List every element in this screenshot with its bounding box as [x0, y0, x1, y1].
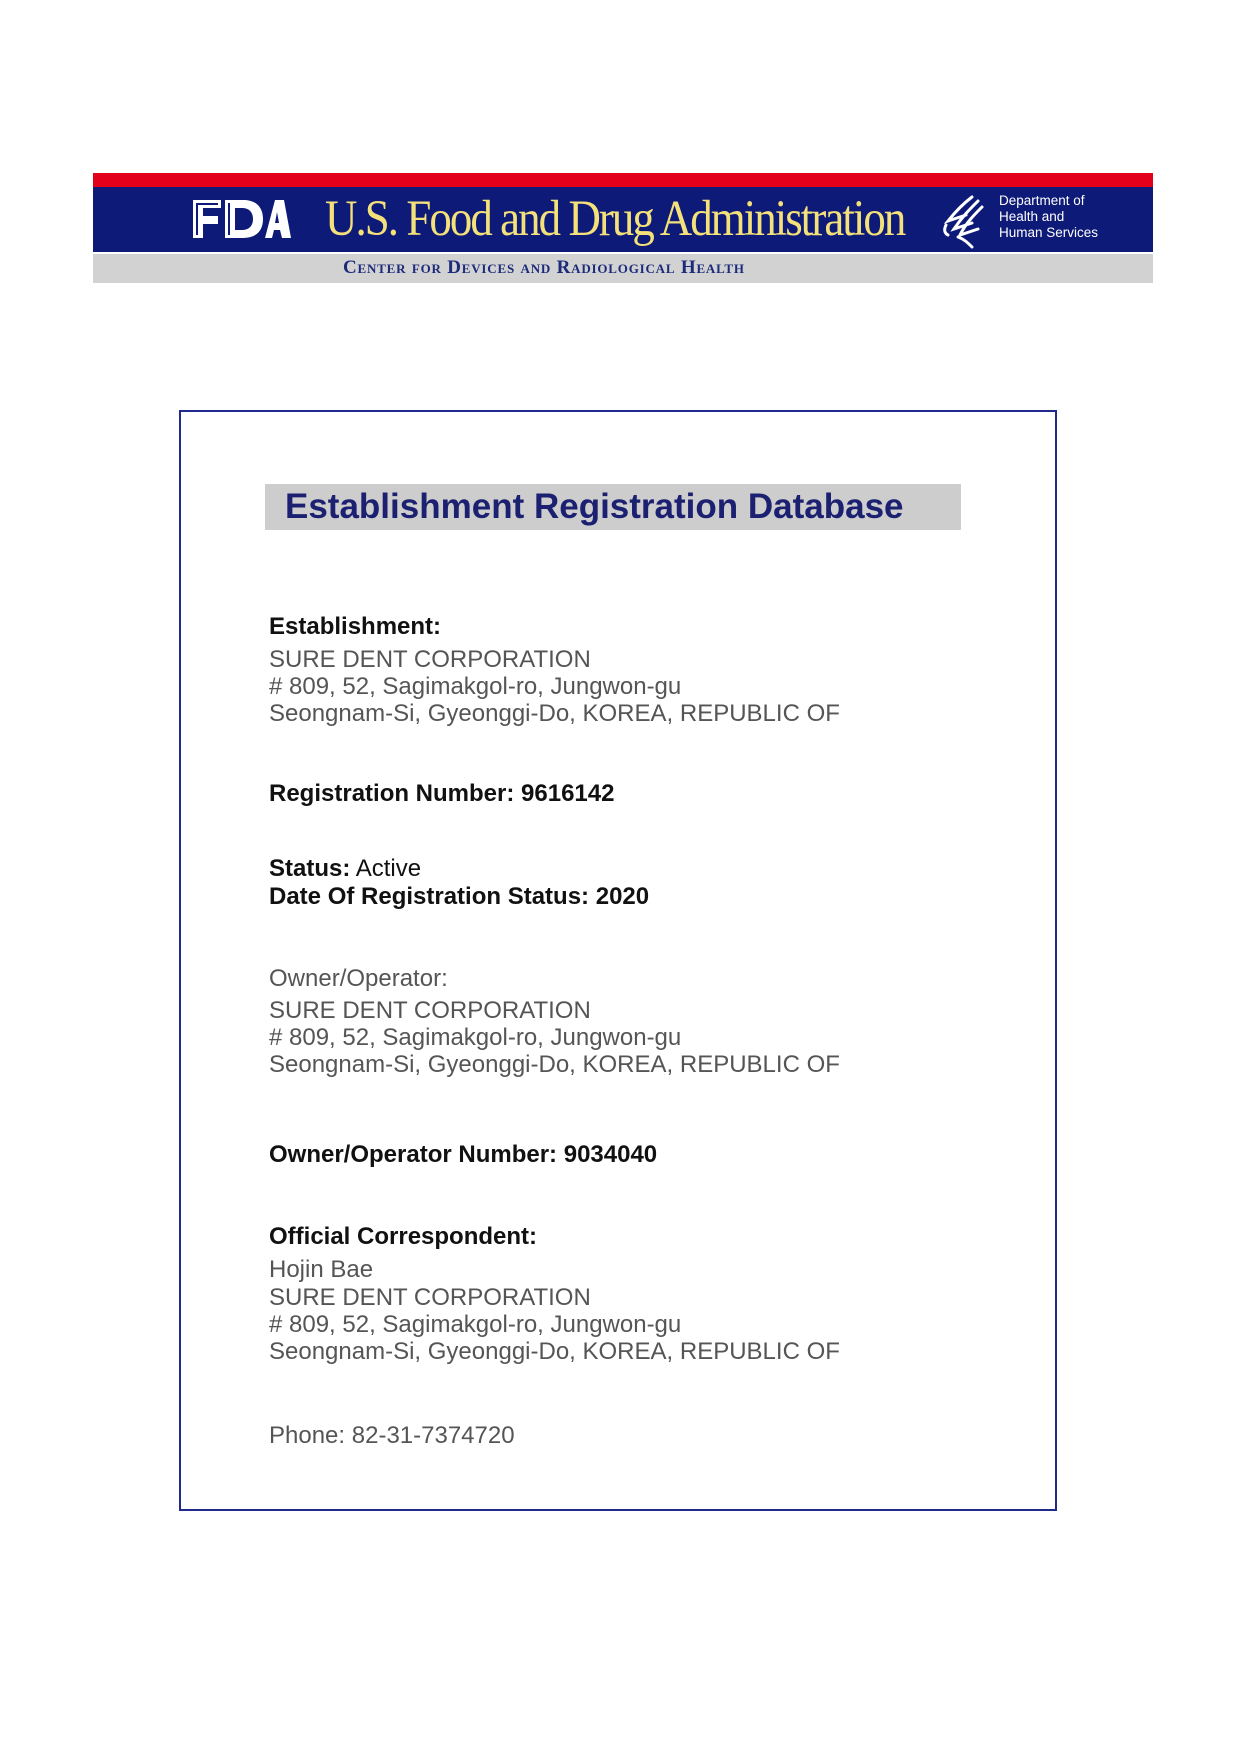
establishment-address-line1: # 809, 52, Sagimakgol-ro, Jungwon-gu	[269, 673, 682, 700]
banner-center-strip	[93, 252, 1153, 283]
fda-header-banner	[93, 173, 1153, 283]
banner-blue-band	[93, 187, 1153, 252]
registration-number-line	[269, 780, 614, 808]
fda-logo-icon	[191, 196, 291, 242]
establishment-label: Establishment:	[269, 613, 442, 640]
status-label: Status:	[269, 855, 351, 882]
hhs-department-label	[999, 193, 1149, 241]
correspondent-phone-label: Phone:	[269, 1422, 346, 1449]
owner-operator-address-line2: Seongnam-Si, Gyeonggi-Do, KOREA, REPUBLIC OF	[269, 1051, 840, 1078]
hhs-line-3: Human Services	[999, 225, 1099, 240]
hhs-eagle-icon	[938, 193, 994, 249]
establishment-name: SURE DENT CORPORATION	[269, 646, 591, 673]
correspondent-address-line1: # 809, 52, Sagimakgol-ro, Jungwon-gu	[269, 1311, 682, 1338]
page-title-band	[265, 484, 961, 530]
agency-title: U.S. Food and Drug Administration	[325, 191, 905, 247]
center-name: Center for Devices and Radiological Health	[343, 257, 745, 278]
page-title: Establishment Registration Database	[285, 487, 904, 526]
establishment-label-line	[269, 613, 441, 641]
owner-operator-number-label: Owner/Operator Number:	[269, 1141, 558, 1168]
owner-operator-number-line	[269, 1141, 657, 1169]
registration-status-date-line	[269, 883, 649, 911]
status-value: Active	[355, 855, 422, 882]
hhs-line-1: Department of	[999, 193, 1085, 208]
owner-operator-number-value: 9034040	[563, 1141, 658, 1168]
owner-operator-name: SURE DENT CORPORATION	[269, 997, 591, 1024]
hhs-line-2: Health and	[999, 209, 1065, 224]
registration-status-date-value: 2020	[595, 883, 650, 910]
correspondent-company: SURE DENT CORPORATION	[269, 1284, 591, 1311]
correspondent-person: Hojin Bae	[269, 1256, 374, 1283]
official-correspondent-label: Official Correspondent:	[269, 1223, 538, 1250]
owner-operator-address-line1: # 809, 52, Sagimakgol-ro, Jungwon-gu	[269, 1024, 682, 1051]
registration-status-date-label: Date Of Registration Status:	[269, 883, 590, 910]
official-correspondent-label-line	[269, 1223, 537, 1251]
registration-number-value: 9616142	[521, 780, 615, 807]
establishment-address-line2: Seongnam-Si, Gyeonggi-Do, KOREA, REPUBLIC OF	[269, 700, 840, 727]
registration-number-label: Registration Number:	[269, 780, 515, 807]
owner-operator-label: Owner/Operator:	[269, 965, 448, 992]
correspondent-phone-value: 82-31-7374720	[351, 1422, 515, 1449]
correspondent-phone-line	[269, 1422, 515, 1450]
status-line	[269, 855, 421, 883]
correspondent-address-line2: Seongnam-Si, Gyeonggi-Do, KOREA, REPUBLIC OF	[269, 1338, 840, 1365]
banner-red-stripe	[93, 173, 1153, 187]
